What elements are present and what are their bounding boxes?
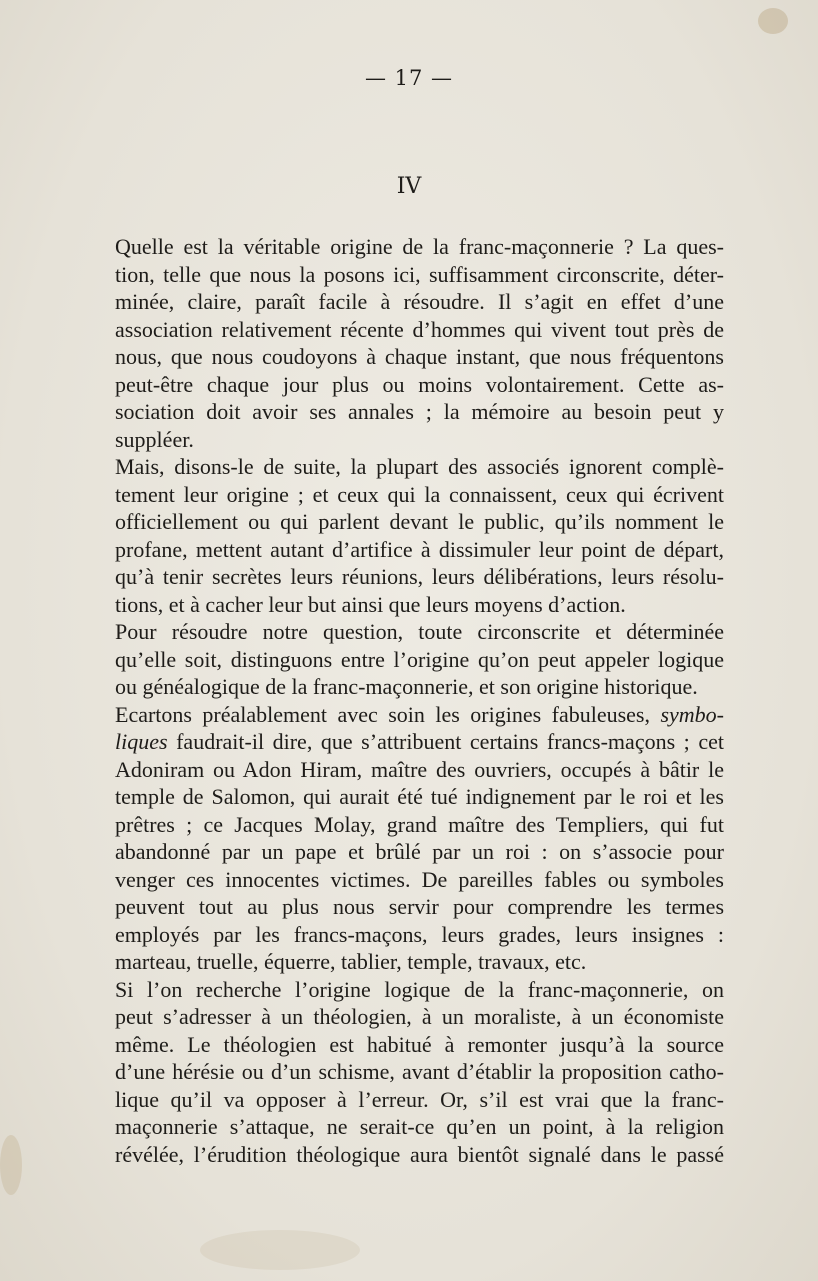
text-line: profane, mettent autant d’artifice à dissimuler leur point de départ, [115,536,724,562]
text-line [115,701,724,729]
text-run: faudrait-il dire, que s’attribuent certains francs-maçons ; cet [167,729,724,754]
paragraph [115,618,724,701]
text-line: nous, que nous coudoyons à chaque instant, que nous fréquentons [115,344,724,369]
text-line: Si l’on recherche l’origine logique de la franc-maçonnerie, on [115,976,724,1002]
text-line: ou généalogique de la franc-maçonnerie, et son origine historique. [115,674,698,699]
text-line: Pour résoudre notre question, toute circonscrite et déterminée [115,619,724,644]
text-line: marteau, truelle, équerre, tablier, temple, travaux, etc. [115,949,587,974]
text-line: Adoniram ou Adon Hiram, maître des ouvriers, occupés à bâtir le [115,756,724,782]
text-line: maçonnerie s’attaque, ne serait-ce qu’en un point, à la religion [115,1114,724,1139]
text-line: lique qu’il va opposer à l’erreur. Or, s’il est vrai que la franc- [115,1086,724,1112]
text-line: peut s’adresser à un théologien, à un moraliste, à un économiste [115,1004,724,1029]
text-line: prêtres ; ce Jacques Molay, grand maître des Templiers, qui fut [115,811,724,837]
text-line: tement leur origine ; et ceux qui la connaissent, ceux qui écrivent [115,481,724,507]
text-line: sociation doit avoir ses annales ; la mémoire au besoin peut y [115,399,724,424]
text-line: abandonné par un pape et brûlé par un roi : on s’associe pour [115,839,724,864]
text-line: d’une hérésie ou d’un schisme, avant d’établir la proposition catho- [115,1059,724,1084]
paragraph [115,701,724,976]
text-line: peuvent tout au plus nous servir pour comprendre les termes [115,894,724,919]
text-line: suppléer. [115,426,194,452]
paper-stain [758,8,788,34]
chapter-heading: IV [396,174,422,199]
text-line: temple de Salomon, qui aurait été tué indignement par le roi et les [115,784,724,809]
text-line: Mais, disons-le de suite, la plupart des associés ignorent complè- [115,454,724,479]
text-line: association relativement récente d’hommes qui vivent tout près de [115,316,724,342]
text-line: officiellement ou qui parlent devant le public, qu’ils nomment le [115,509,724,534]
text-run: Ecartons préalablement avec soin les origines fabuleuses, [115,701,661,727]
page-number: — 17 — [364,66,454,90]
text-line: qu’elle soit, distinguons entre l’origine qu’on peut appeler logique [115,646,724,672]
italic-text: liques [115,729,168,754]
text-line: minée, claire, paraît facile à résoudre. Il s’agit en effet d’une [115,289,724,314]
text-line: venger ces innocentes victimes. De pareilles fables ou symboles [115,866,724,892]
text-line: même. Le théologien est habitué à remonter jusqu’à la source [115,1031,724,1057]
text-line: Quelle est la véritable origine de la franc-maçonnerie ? La ques- [115,234,724,259]
paper-stain [0,1135,22,1195]
italic-text: symbo- [660,701,724,727]
paragraph [115,233,724,453]
paper-stain [200,1230,360,1270]
text-line: révélée, l’érudition théologique aura bientôt signalé dans le passé [115,1141,724,1167]
paragraph [115,976,724,1169]
body-text [115,233,724,1168]
paragraph [115,453,724,618]
text-line: tions, et à cacher leur but ainsi que leurs moyens d’action. [115,591,626,617]
text-line: tion, telle que nous la posons ici, suffisamment circonscrite, déter- [115,261,724,287]
text-line: employés par les francs-maçons, leurs grades, leurs insignes : [115,921,724,947]
text-line [115,728,724,756]
text-line: peut-être chaque jour plus ou moins volontairement. Cette as- [115,371,724,397]
text-line: qu’à tenir secrètes leurs réunions, leurs délibérations, leurs résolu- [115,564,724,589]
